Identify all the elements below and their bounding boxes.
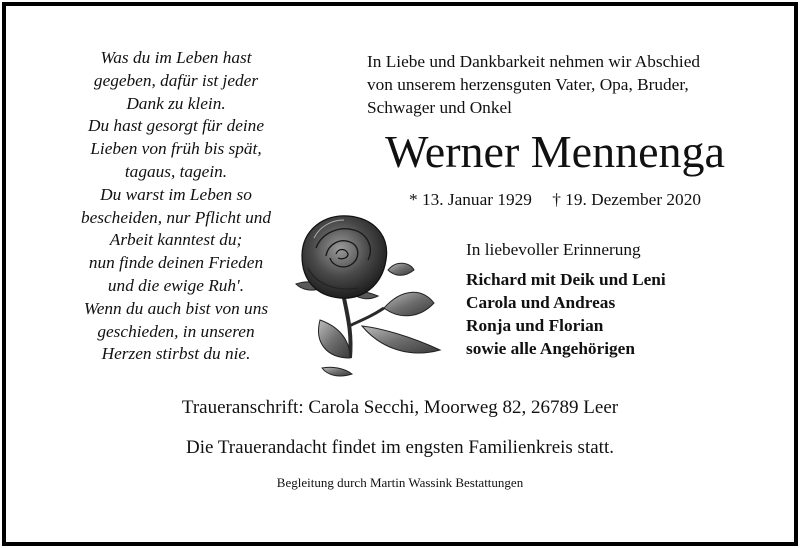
poem-line: gegeben, dafür ist jeder — [93, 70, 259, 90]
poem-line: nun finde deinen Frieden — [88, 253, 264, 273]
death-date: † 19. Dezember 2020 — [552, 190, 701, 209]
intro-line: von unserem herzensguten Vater, Opa, Bruder, — [367, 75, 689, 94]
poem-line: Arbeit kanntest du; — [109, 230, 243, 250]
intro-text — [367, 50, 767, 119]
mourner-line: Richard mit Deik und Leni — [466, 270, 666, 289]
intro-line: Schwager und Onkel — [367, 98, 512, 117]
poem-line: Lieben von früh bis spät, — [90, 139, 262, 159]
service-note: Die Trauerandacht findet im engsten Familienkreis statt. — [186, 437, 614, 458]
undertaker-note: Begleitung durch Martin Wassink Bestattungen — [276, 475, 524, 490]
mourner-line: Carola und Andreas — [466, 293, 616, 312]
intro-line: In Liebe und Dankbarkeit nehmen wir Abschied — [367, 52, 701, 71]
poem-line: und die ewige Ruh'. — [107, 275, 245, 295]
poem-line: bescheiden, nur Pflicht und — [80, 207, 272, 227]
mourners-list — [466, 268, 666, 360]
deceased-name: Werner Mennenga — [385, 126, 725, 177]
poem-line: Herzen stirbst du nie. — [101, 344, 251, 364]
birth-date: * 13. Januar 1929 — [409, 190, 532, 209]
poem-line: Du warst im Leben so — [100, 184, 252, 204]
mourning-address: Traueranschrift: Carola Secchi, Moorweg 82, 26789 Leer — [181, 397, 619, 418]
mourner-line: Ronja und Florian — [466, 316, 604, 335]
poem-line: tagaus, tagein. — [124, 161, 228, 181]
poem — [52, 47, 300, 366]
poem-line: Wenn du auch bist von uns — [83, 298, 269, 318]
memory-label: In liebevoller Erinnerung — [466, 240, 641, 259]
mourner-line: sowie alle Angehörigen — [466, 339, 635, 358]
poem-line: geschieden, in unseren — [97, 321, 255, 341]
poem-line: Dank zu klein. — [126, 93, 226, 113]
poem-line: Du hast gesorgt für deine — [87, 116, 264, 136]
rose-image — [292, 208, 442, 378]
poem-line: Was du im Leben hast — [100, 48, 252, 67]
